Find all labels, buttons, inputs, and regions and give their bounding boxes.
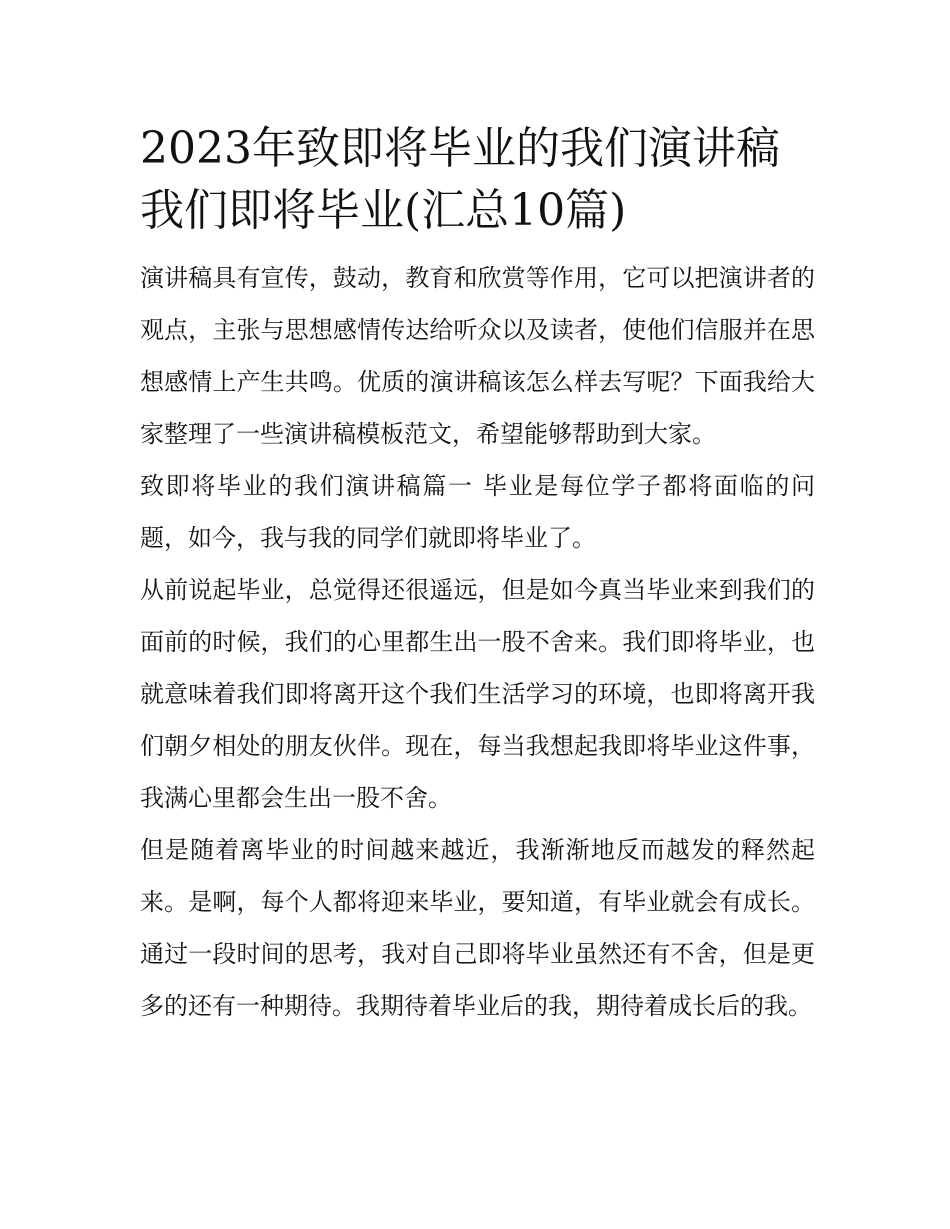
paragraph-intro: 演讲稿具有宣传，鼓动，教育和欣赏等作用，它可以把演讲者的观点，主张与思想感情传达给听众以及读者，使他们信服并在思想感情上产生共鸣。优质的演讲稿该怎么样去写呢？下面我给大家整理了一些演讲稿模板范文，希望能够帮助到大家。 xyxy=(140,264,815,448)
paragraph-two: 从前说起毕业，总觉得还很遥远，但是如今真当毕业来到我们的面前的时候，我们的心里都生出一股不舍来。我们即将毕业，也就意味着我们即将离开这个我们生活学习的环境，也即将离开我们朝夕相处的朋友伙伴。现在，每当我想起我即将毕业这件事，我满心里都会生出一股不舍。 xyxy=(140,576,815,812)
paragraph-three: 但是随着离毕业的时间越来越近，我渐渐地反而越发的释然起来。是啊，每个人都将迎来毕业，要知道，有毕业就会有成长。通过一段时间的思考，我对自己即将毕业虽然还有不舍，但是更多的还有一种期待。我期待着毕业后的我，期待着成长后的我。 xyxy=(140,836,815,1020)
document-title: 2023年致即将毕业的我们演讲稿 我们即将毕业(汇总10篇) xyxy=(140,123,780,236)
document-body xyxy=(140,118,815,1032)
paragraph-one: 致即将毕业的我们演讲稿篇一 毕业是每位学子都将面临的问题，如今，我与我的同学们就即将毕业了。 xyxy=(140,472,815,552)
